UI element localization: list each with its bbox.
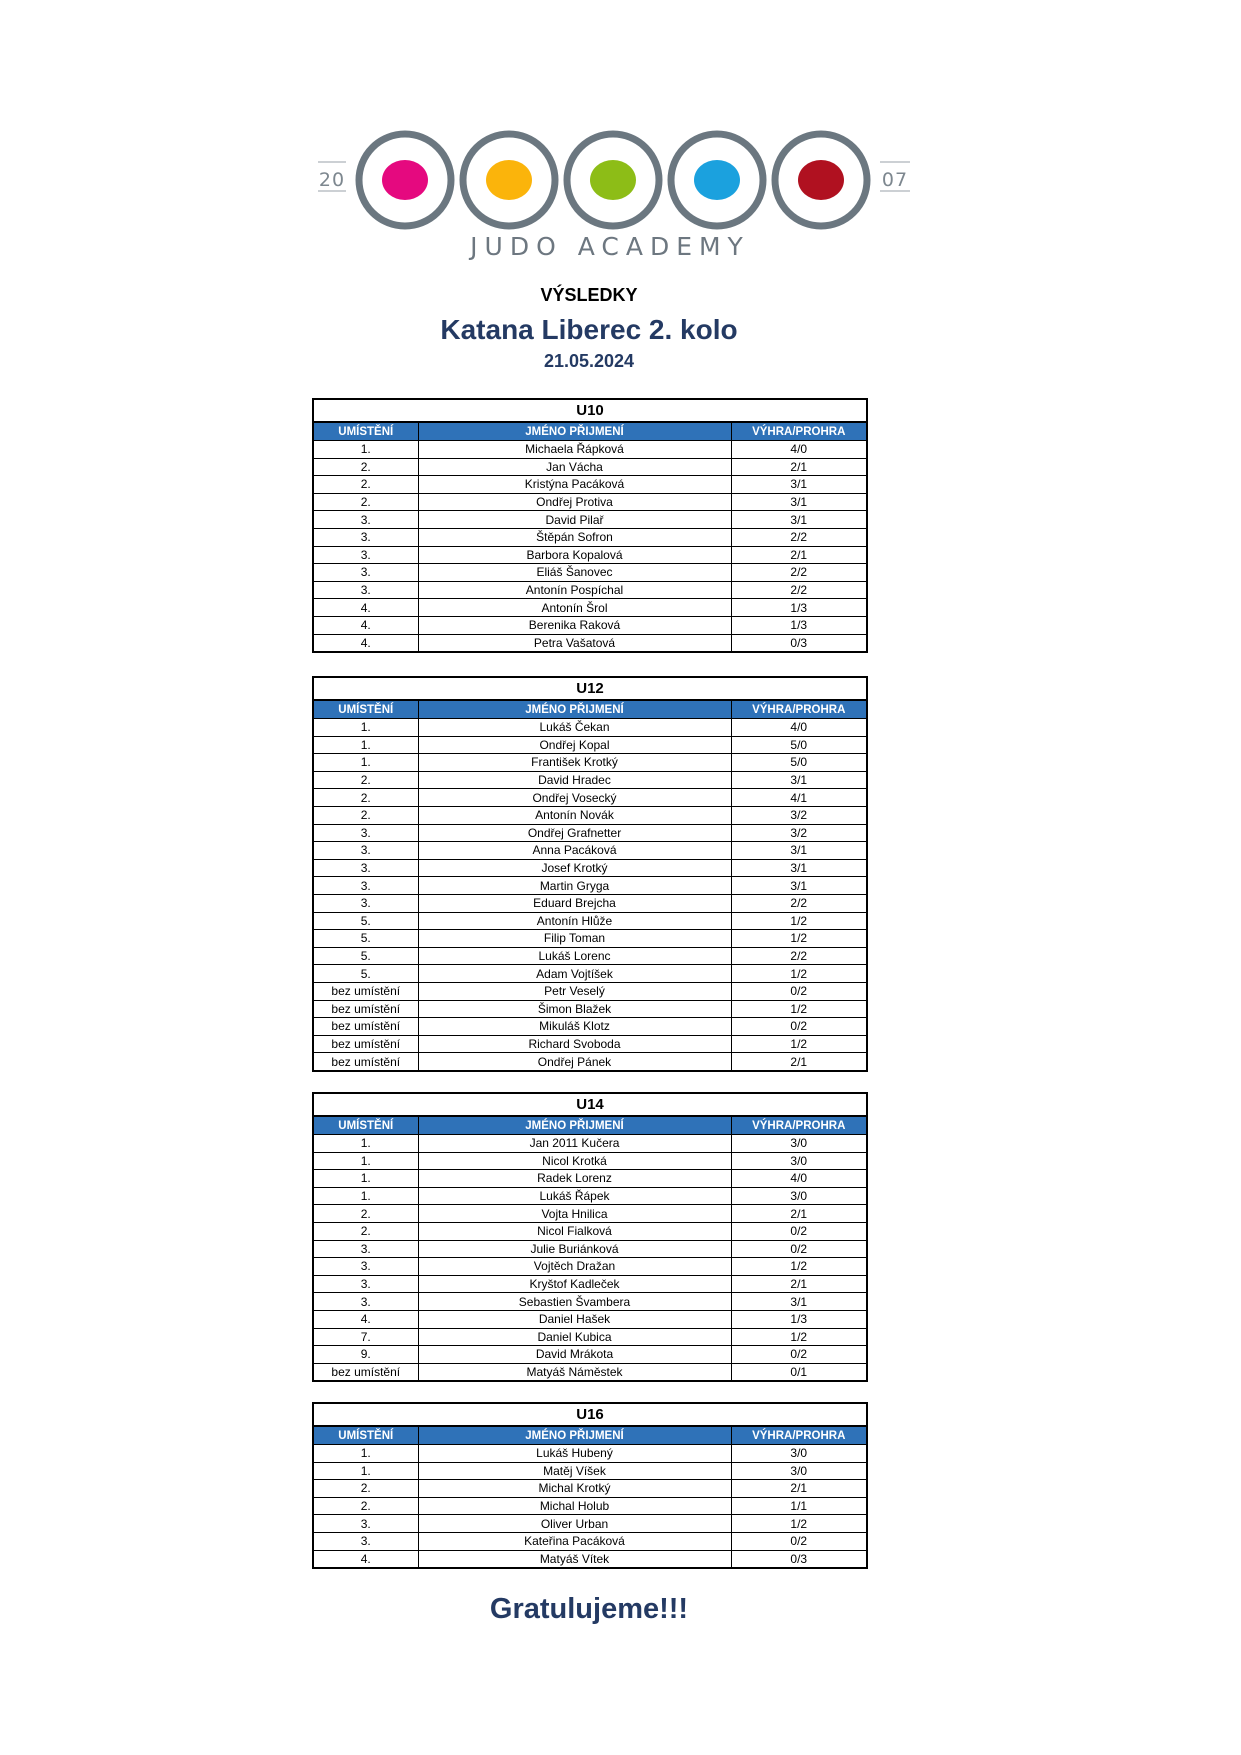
place-cell: 1.: [313, 1462, 418, 1480]
table-row: [313, 789, 867, 807]
score-cell: 1/2: [731, 1000, 867, 1018]
score-cell: 1/3: [731, 616, 867, 634]
name-cell: Anna Pacáková: [418, 842, 731, 860]
name-cell: Kryštof Kadleček: [418, 1275, 731, 1293]
event-date: 21.05.2024: [543, 351, 635, 371]
name-cell: Nicol Krotká: [418, 1152, 731, 1170]
logo-dot: [382, 160, 428, 200]
column-header-score: VÝHRA/PROHRA: [731, 1116, 867, 1135]
score-cell: 2/2: [731, 528, 867, 546]
place-cell: 2.: [313, 1480, 418, 1498]
place-cell: 5.: [313, 912, 418, 930]
place-cell: 4.: [313, 634, 418, 652]
score-cell: 1/2: [731, 965, 867, 983]
score-cell: 3/0: [731, 1135, 867, 1153]
name-cell: Vojtěch Dražan: [418, 1258, 731, 1276]
logo-dot: [798, 160, 844, 200]
place-cell: bez umístění: [313, 982, 418, 1000]
place-cell: 5.: [313, 930, 418, 948]
category-title: U14: [313, 1093, 867, 1116]
name-cell: Antonín Pospíchal: [418, 581, 731, 599]
table-row: [313, 1310, 867, 1328]
judo-academy-logo: [0, 0, 1241, 270]
place-cell: 3.: [313, 1515, 418, 1533]
table-row: [313, 806, 867, 824]
table-row: [313, 859, 867, 877]
results-table-u16: [312, 1402, 868, 1569]
table-row: [313, 1328, 867, 1346]
score-cell: 0/2: [731, 1222, 867, 1240]
place-cell: 9.: [313, 1346, 418, 1364]
table-row: [313, 824, 867, 842]
table-row: [313, 476, 867, 494]
name-cell: David Mrákota: [418, 1346, 731, 1364]
name-cell: Michaela Řápková: [418, 441, 731, 459]
table-row: [313, 1445, 867, 1463]
score-cell: 5/0: [731, 736, 867, 754]
column-header-score: VÝHRA/PROHRA: [731, 1426, 867, 1445]
place-cell: 3.: [313, 1258, 418, 1276]
place-cell: 3.: [313, 581, 418, 599]
place-cell: 1.: [313, 1445, 418, 1463]
name-cell: Lukáš Lorenc: [418, 947, 731, 965]
table-row: [313, 458, 867, 476]
score-cell: 2/2: [731, 947, 867, 965]
table-row: [313, 1205, 867, 1223]
place-cell: 1.: [313, 719, 418, 737]
place-cell: 1.: [313, 1187, 418, 1205]
score-cell: 3/1: [731, 771, 867, 789]
column-header-place: UMÍSTĚNÍ: [313, 422, 418, 441]
table-row: [313, 1170, 867, 1188]
column-header-name: JMÉNO PŘIJMENÍ: [418, 1116, 731, 1135]
table-row: [313, 877, 867, 895]
score-cell: 1/2: [731, 1515, 867, 1533]
congratulations-text: Gratulujeme!!!: [489, 1593, 689, 1625]
table-row: [313, 1515, 867, 1533]
place-cell: 3.: [313, 1275, 418, 1293]
score-cell: 1/3: [731, 1310, 867, 1328]
column-header-name: JMÉNO PŘIJMENÍ: [418, 700, 731, 719]
score-cell: 1/2: [731, 1258, 867, 1276]
table-row: [313, 754, 867, 772]
name-cell: Matyáš Náměstek: [418, 1363, 731, 1381]
table-row: [313, 528, 867, 546]
name-cell: Jan Vácha: [418, 458, 731, 476]
results-table-u14: [312, 1092, 868, 1382]
table-row: [313, 493, 867, 511]
column-header-score: VÝHRA/PROHRA: [731, 700, 867, 719]
name-cell: Berenika Raková: [418, 616, 731, 634]
place-cell: 1.: [313, 754, 418, 772]
score-cell: 2/2: [731, 564, 867, 582]
table-row: [313, 947, 867, 965]
place-cell: 3.: [313, 564, 418, 582]
table-row: [313, 1346, 867, 1364]
table-row: [313, 736, 867, 754]
logo-dot: [694, 160, 740, 200]
column-header-name: JMÉNO PŘIJMENÍ: [418, 422, 731, 441]
column-header-score: VÝHRA/PROHRA: [731, 422, 867, 441]
place-cell: 7.: [313, 1328, 418, 1346]
table-row: [313, 1480, 867, 1498]
category-title: U16: [313, 1403, 867, 1426]
name-cell: Daniel Kubica: [418, 1328, 731, 1346]
name-cell: Daniel Hašek: [418, 1310, 731, 1328]
table-row: [313, 1532, 867, 1550]
score-cell: 0/2: [731, 1346, 867, 1364]
table-row: [313, 1187, 867, 1205]
name-cell: David Pilař: [418, 511, 731, 529]
place-cell: 5.: [313, 965, 418, 983]
place-cell: 3.: [313, 877, 418, 895]
score-cell: 4/0: [731, 441, 867, 459]
score-cell: 3/0: [731, 1445, 867, 1463]
table-row: [313, 1293, 867, 1311]
name-cell: Michal Krotký: [418, 1480, 731, 1498]
table-row: [313, 1135, 867, 1153]
score-cell: 0/2: [731, 982, 867, 1000]
table-row: [313, 894, 867, 912]
name-cell: Eliáš Šanovec: [418, 564, 731, 582]
place-cell: 3.: [313, 842, 418, 860]
score-cell: 3/0: [731, 1187, 867, 1205]
score-cell: 1/3: [731, 599, 867, 617]
name-cell: Ondřej Grafnetter: [418, 824, 731, 842]
score-cell: 3/2: [731, 806, 867, 824]
place-cell: bez umístění: [313, 1363, 418, 1381]
place-cell: 2.: [313, 1497, 418, 1515]
score-cell: 3/0: [731, 1152, 867, 1170]
place-cell: bez umístění: [313, 1035, 418, 1053]
name-cell: Filip Toman: [418, 930, 731, 948]
table-row: [313, 965, 867, 983]
place-cell: 3.: [313, 528, 418, 546]
place-cell: 2.: [313, 458, 418, 476]
name-cell: Ondřej Vosecký: [418, 789, 731, 807]
score-cell: 3/0: [731, 1462, 867, 1480]
score-cell: 0/3: [731, 634, 867, 652]
score-cell: 3/1: [731, 476, 867, 494]
place-cell: 1.: [313, 441, 418, 459]
name-cell: Antonín Hlůže: [418, 912, 731, 930]
column-header-place: UMÍSTĚNÍ: [313, 1426, 418, 1445]
name-cell: Radek Lorenz: [418, 1170, 731, 1188]
place-cell: 4.: [313, 599, 418, 617]
name-cell: Kateřina Pacáková: [418, 1532, 731, 1550]
place-cell: 3.: [313, 859, 418, 877]
name-cell: Eduard Brejcha: [418, 894, 731, 912]
logo-rings: [359, 134, 867, 226]
score-cell: 0/3: [731, 1550, 867, 1568]
name-cell: Lukáš Čekan: [418, 719, 731, 737]
name-cell: Adam Vojtíšek: [418, 965, 731, 983]
score-cell: 2/2: [731, 581, 867, 599]
table-row: [313, 564, 867, 582]
name-cell: Richard Svoboda: [418, 1035, 731, 1053]
place-cell: 4.: [313, 1550, 418, 1568]
place-cell: 2.: [313, 789, 418, 807]
name-cell: František Krotký: [418, 754, 731, 772]
score-cell: 3/2: [731, 824, 867, 842]
place-cell: 3.: [313, 824, 418, 842]
place-cell: 2.: [313, 1222, 418, 1240]
name-cell: Kristýna Pacáková: [418, 476, 731, 494]
table-row: [313, 546, 867, 564]
score-cell: 0/2: [731, 1240, 867, 1258]
name-cell: Petra Vašatová: [418, 634, 731, 652]
name-cell: Šimon Blažek: [418, 1000, 731, 1018]
table-row: [313, 581, 867, 599]
score-cell: 2/1: [731, 546, 867, 564]
results-table-u10: [312, 398, 868, 653]
score-cell: 0/1: [731, 1363, 867, 1381]
name-cell: Štěpán Sofron: [418, 528, 731, 546]
name-cell: Ondřej Pánek: [418, 1053, 731, 1071]
logo-dot: [590, 160, 636, 200]
name-cell: Vojta Hnilica: [418, 1205, 731, 1223]
name-cell: Sebastien Švambera: [418, 1293, 731, 1311]
score-cell: 5/0: [731, 754, 867, 772]
name-cell: Antonín Novák: [418, 806, 731, 824]
table-row: [313, 511, 867, 529]
category-title: U10: [313, 399, 867, 422]
score-cell: 3/1: [731, 859, 867, 877]
name-cell: Barbora Kopalová: [418, 546, 731, 564]
name-cell: Ondřej Protiva: [418, 493, 731, 511]
name-cell: Julie Buriánková: [418, 1240, 731, 1258]
place-cell: 1.: [313, 1152, 418, 1170]
table-row: [313, 771, 867, 789]
score-cell: 0/2: [731, 1532, 867, 1550]
table-row: [313, 1462, 867, 1480]
logo-dot: [486, 160, 532, 200]
table-row: [313, 1240, 867, 1258]
results-table-u12: [312, 676, 868, 1072]
name-cell: Ondřej Kopal: [418, 736, 731, 754]
name-cell: Matěj Víšek: [418, 1462, 731, 1480]
score-cell: 2/2: [731, 894, 867, 912]
table-row: [313, 1000, 867, 1018]
name-cell: Nicol Fialková: [418, 1222, 731, 1240]
table-row: [313, 1258, 867, 1276]
place-cell: 4.: [313, 616, 418, 634]
name-cell: Matyáš Vítek: [418, 1550, 731, 1568]
table-row: [313, 616, 867, 634]
name-cell: Martin Gryga: [418, 877, 731, 895]
score-cell: 1/2: [731, 1328, 867, 1346]
place-cell: 3.: [313, 1532, 418, 1550]
table-row: [313, 912, 867, 930]
event-title: Katana Liberec 2. kolo: [440, 314, 738, 345]
score-cell: 4/1: [731, 789, 867, 807]
score-cell: 1/2: [731, 912, 867, 930]
place-cell: 4.: [313, 1310, 418, 1328]
place-cell: 3.: [313, 894, 418, 912]
logo-year-left: 20: [318, 169, 346, 191]
score-cell: 3/1: [731, 493, 867, 511]
table-row: [313, 982, 867, 1000]
name-cell: David Hradec: [418, 771, 731, 789]
score-cell: 2/1: [731, 1480, 867, 1498]
place-cell: 2.: [313, 476, 418, 494]
place-cell: 2.: [313, 771, 418, 789]
table-row: [313, 1363, 867, 1381]
score-cell: 3/1: [731, 842, 867, 860]
place-cell: 2.: [313, 1205, 418, 1223]
name-cell: Josef Krotký: [418, 859, 731, 877]
score-cell: 3/1: [731, 511, 867, 529]
place-cell: 3.: [313, 546, 418, 564]
table-row: [313, 441, 867, 459]
place-cell: 5.: [313, 947, 418, 965]
place-cell: 1.: [313, 1135, 418, 1153]
logo-name: JUDO ACADEMY: [470, 232, 750, 261]
place-cell: bez umístění: [313, 1053, 418, 1071]
table-row: [313, 1053, 867, 1071]
table-row: [313, 719, 867, 737]
table-row: [313, 1497, 867, 1515]
table-row: [313, 1222, 867, 1240]
table-row: [313, 1275, 867, 1293]
score-cell: 3/1: [731, 877, 867, 895]
place-cell: 1.: [313, 1170, 418, 1188]
score-cell: 4/0: [731, 719, 867, 737]
place-cell: bez umístění: [313, 1000, 418, 1018]
score-cell: 2/1: [731, 1205, 867, 1223]
score-cell: 3/1: [731, 1293, 867, 1311]
column-header-place: UMÍSTĚNÍ: [313, 700, 418, 719]
place-cell: 3.: [313, 511, 418, 529]
score-cell: 0/2: [731, 1018, 867, 1036]
name-cell: Mikuláš Klotz: [418, 1018, 731, 1036]
place-cell: 3.: [313, 1240, 418, 1258]
score-cell: 1/2: [731, 1035, 867, 1053]
place-cell: 1.: [313, 736, 418, 754]
table-row: [313, 842, 867, 860]
name-cell: Lukáš Hubený: [418, 1445, 731, 1463]
score-cell: 2/1: [731, 1053, 867, 1071]
score-cell: 1/2: [731, 930, 867, 948]
table-row: [313, 1550, 867, 1568]
name-cell: Jan 2011 Kučera: [418, 1135, 731, 1153]
name-cell: Antonín Šrol: [418, 599, 731, 617]
name-cell: Petr Veselý: [418, 982, 731, 1000]
category-title: U12: [313, 677, 867, 700]
table-row: [313, 599, 867, 617]
score-cell: 2/1: [731, 458, 867, 476]
name-cell: Lukáš Řápek: [418, 1187, 731, 1205]
place-cell: bez umístění: [313, 1018, 418, 1036]
column-header-name: JMÉNO PŘIJMENÍ: [418, 1426, 731, 1445]
score-cell: 4/0: [731, 1170, 867, 1188]
place-cell: 2.: [313, 493, 418, 511]
results-heading: VÝSLEDKY: [540, 285, 638, 305]
column-header-place: UMÍSTĚNÍ: [313, 1116, 418, 1135]
table-row: [313, 1018, 867, 1036]
logo-year-right: 07: [881, 169, 909, 191]
name-cell: Michal Holub: [418, 1497, 731, 1515]
table-row: [313, 1035, 867, 1053]
score-cell: 2/1: [731, 1275, 867, 1293]
table-row: [313, 930, 867, 948]
table-row: [313, 634, 867, 652]
name-cell: Oliver Urban: [418, 1515, 731, 1533]
table-row: [313, 1152, 867, 1170]
place-cell: 3.: [313, 1293, 418, 1311]
score-cell: 1/1: [731, 1497, 867, 1515]
place-cell: 2.: [313, 806, 418, 824]
